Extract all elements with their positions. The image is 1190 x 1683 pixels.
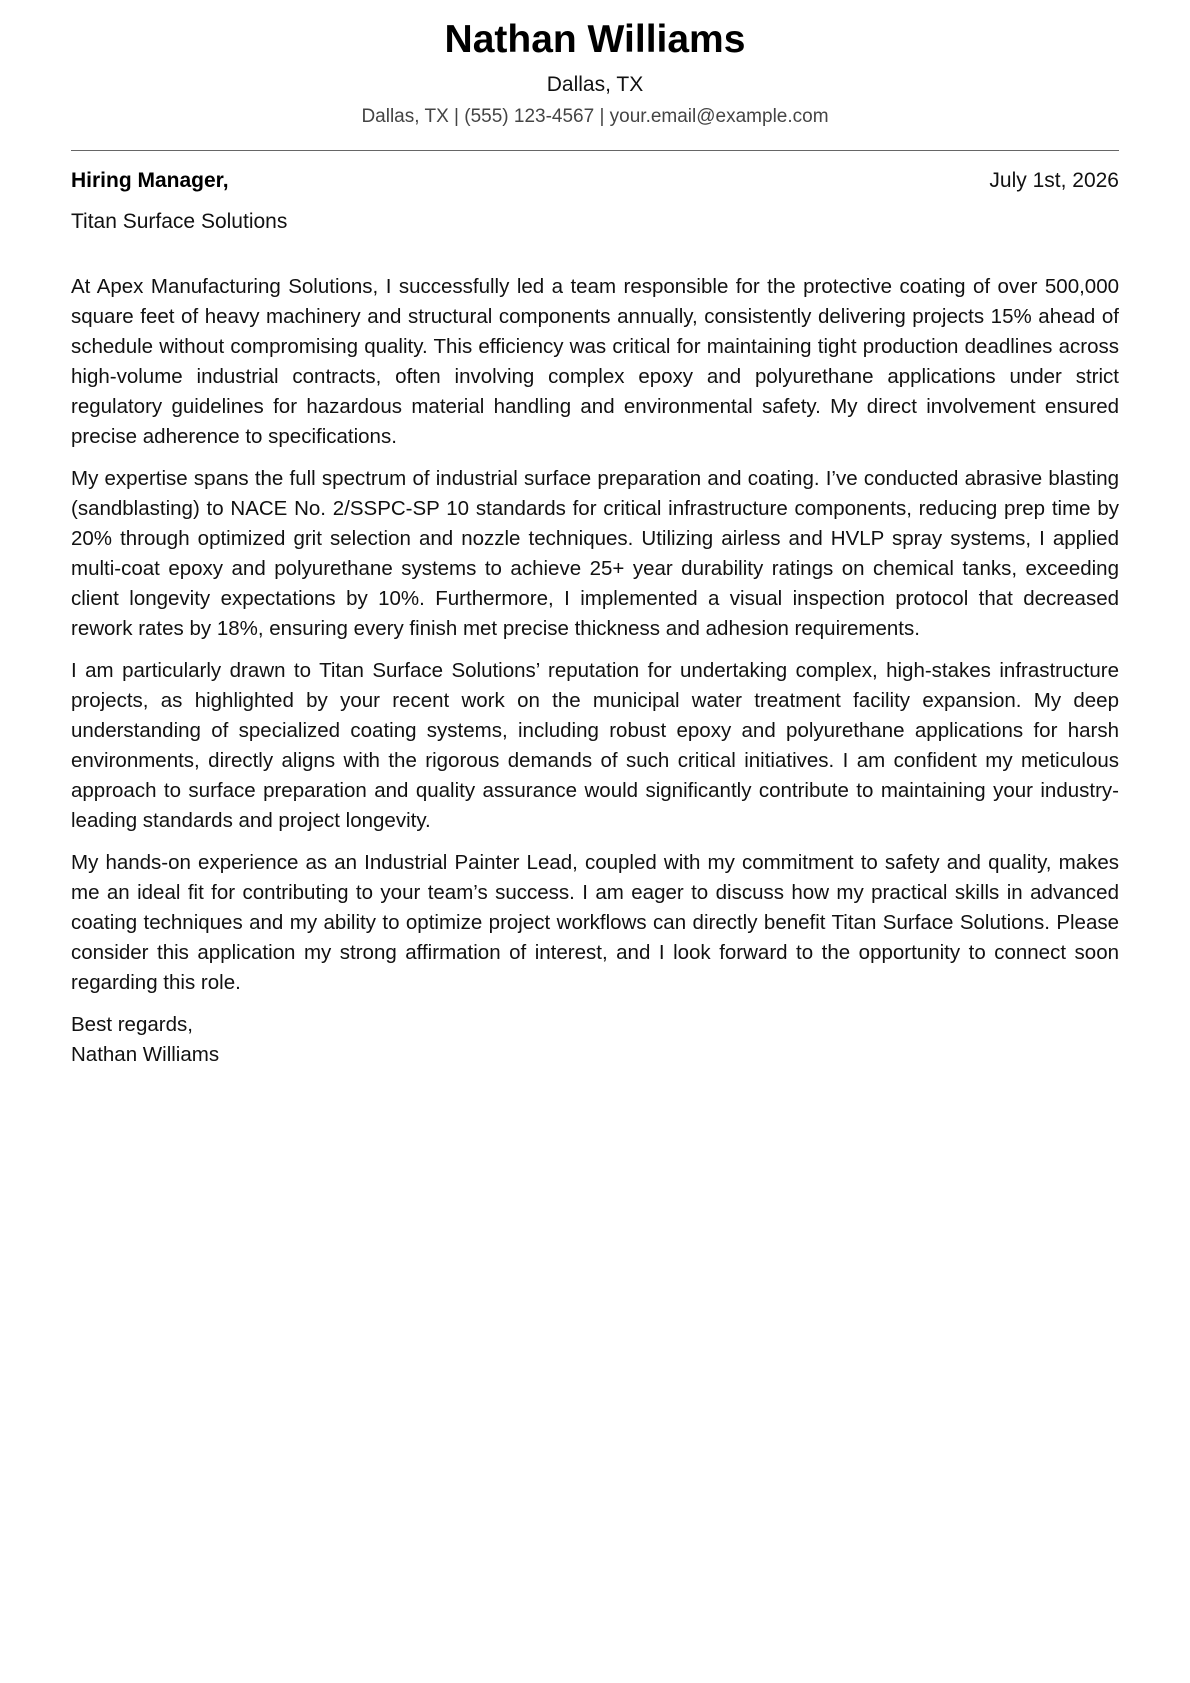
letter-date: July 1st, 2026: [989, 169, 1119, 192]
body-paragraph: I am particularly drawn to Titan Surface Solutions’ reputation for undertaking complex, high-stakes infrastructure projects, as highlighted by your recent work on the municipal water treatment facility expansion. My deep understanding of specialized coating systems, including robust epoxy and polyurethane applications for harsh environments, directly aligns with the rigorous demands of such critical initiatives. I am confident my meticulous approach to surface preparation and quality assurance would significantly contribute to maintaining your industry-leading standards and project longevity.: [71, 659, 1119, 832]
closing-phrase: Best regards,: [71, 1013, 193, 1036]
letter-header: [71, 0, 1119, 130]
letter-body: [71, 272, 1119, 998]
header-divider: [71, 150, 1119, 151]
body-paragraph: My hands-on experience as an Industrial Painter Lead, coupled with my commitment to safety and quality, makes me an ideal fit for contributing to your team’s success. I am eager to discuss how my practical skills in advanced coating techniques and my ability to optimize project workflows can directly benefit Titan Surface Solutions. Please consider this application my strong affirmation of interest, and I look forward to the opportunity to connect soon regarding this role.: [71, 851, 1119, 994]
signature-name: Nathan Williams: [71, 1043, 220, 1066]
letter-closing: [71, 1010, 1119, 1070]
recipient-company: Titan Surface Solutions: [71, 210, 288, 233]
recipient-salutation: Hiring Manager,: [71, 169, 229, 192]
body-paragraph: My expertise spans the full spectrum of industrial surface preparation and coating. I’ve conducted abrasive blasting (sandblasting) to NACE No. 2/SSPC-SP 10 standards for critical infrastructure components, reducing prep time by 20% through optimized grit selection and nozzle techniques. Utilizing airless and HVLP spray systems, I applied multi-coat epoxy and polyurethane systems to achieve 25+ year durability ratings on chemical tanks, exceeding client longevity expectations by 10%. Furthermore, I implemented a visual inspection protocol that decreased rework rates by 18%, ensuring every finish met precise thickness and adhesion requirements.: [71, 467, 1119, 640]
applicant-location: Dallas, TX: [546, 73, 644, 96]
applicant-contact-line: Dallas, TX | (555) 123-4567 | your.email@example.com: [361, 106, 829, 127]
recipient-date-row: [71, 167, 1119, 195]
body-paragraph: At Apex Manufacturing Solutions, I successfully led a team responsible for the protective coating of over 500,000 square feet of heavy machinery and structural components annually, consistently delivering projects 15% ahead of schedule without compromising quality. This efficiency was critical for maintaining tight production deadlines across high-volume industrial contracts, often involving complex epoxy and polyurethane applications under strict regulatory guidelines for hazardous material handling and environmental safety. My direct involvement ensured precise adherence to specifications.: [71, 275, 1119, 448]
applicant-name: Nathan Williams: [444, 18, 746, 61]
